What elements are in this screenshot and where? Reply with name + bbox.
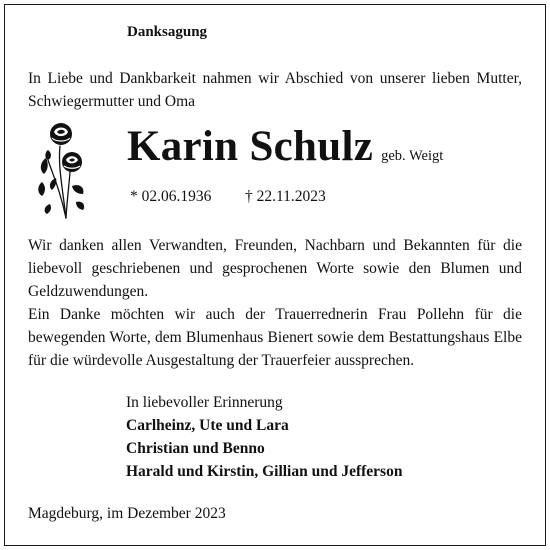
thanks-text [28, 234, 522, 372]
thanks-paragraph: Ein Danke möchten wir auch der Trauerrednerin Frau Pollehn für die bewegenden Worte, dem Blumenhaus Bienert sowie dem Bestattungshaus Elbe für die würdevolle Ausgestaltung der Trauerfeier aussprechen. [28, 306, 522, 369]
name-row [127, 122, 443, 171]
signoff-intro: In liebevoller Erinnerung [126, 394, 283, 411]
signoff [126, 391, 402, 483]
signatory: Christian und Benno [126, 440, 265, 457]
notice-heading: Danksagung [127, 24, 208, 40]
maiden-name: geb. Weigt [381, 148, 444, 164]
rose-icon [36, 120, 88, 226]
signatory: Harald und Kirstin, Gillian und Jefferson [126, 463, 403, 480]
birth-date: * 02.06.1936 [130, 188, 212, 205]
place-date: Magdeburg, im Dezember 2023 [28, 505, 226, 522]
signatory: Carlheinz, Ute und Lara [126, 417, 289, 434]
intro-text: In Liebe und Dankbarkeit nahmen wir Abschied von unserer lieben Mutter, Schwiegermutter und Oma [28, 70, 522, 110]
thanks-paragraph: Wir danken allen Verwandten, Freunden, Nachbarn und Bekannten für die liebevoll geschriebenen und gesprochenen Worte sowie den Blumen und Geldzuwendungen. [28, 237, 522, 300]
deceased-name: Karin Schulz [127, 123, 374, 170]
death-date: † 22.11.2023 [245, 188, 326, 205]
